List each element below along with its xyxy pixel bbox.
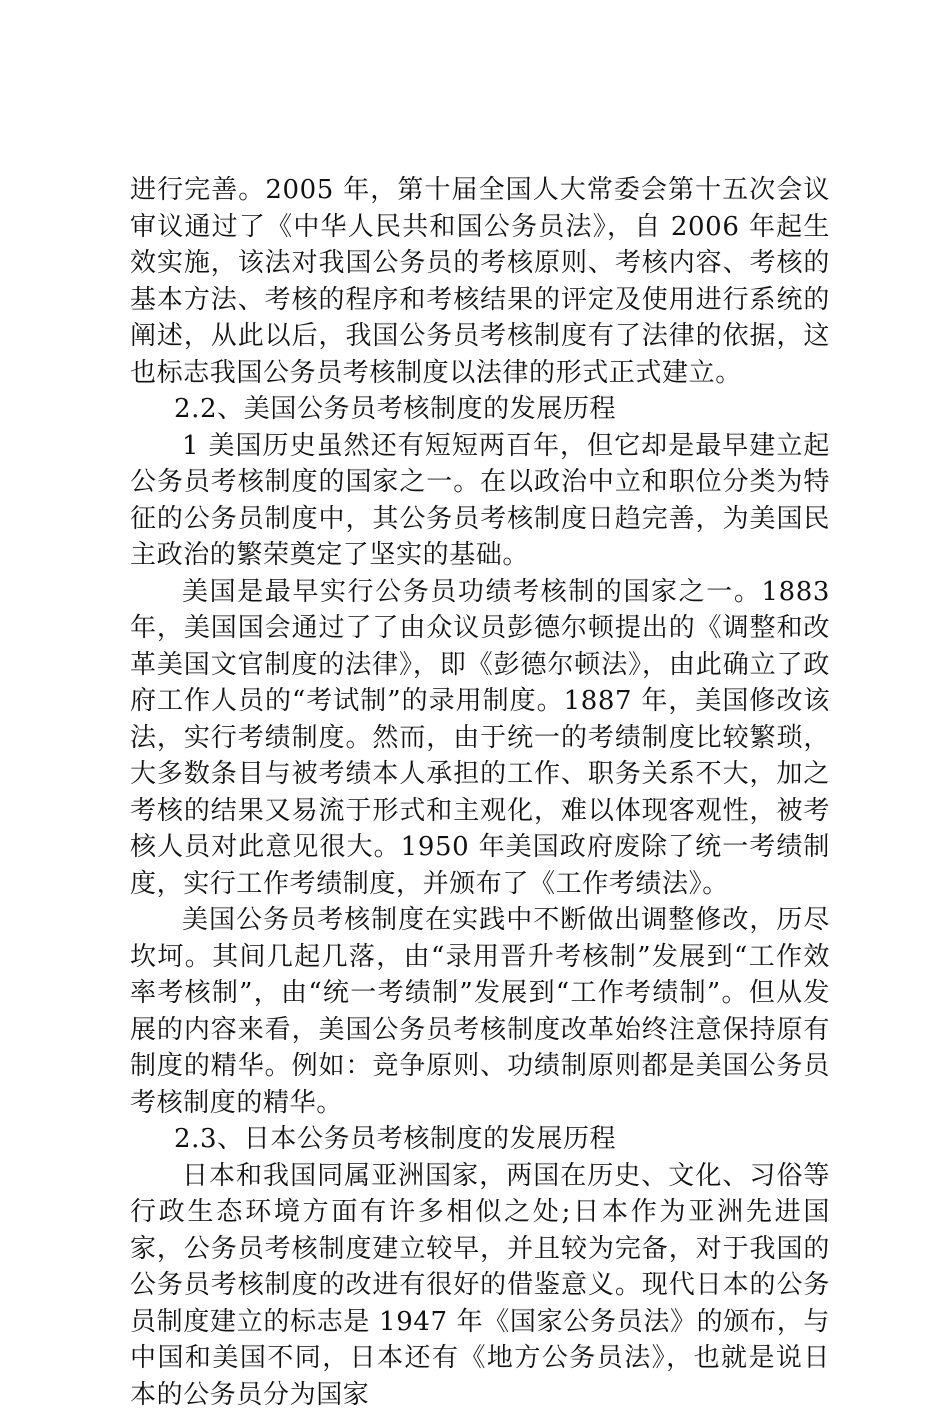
paragraph-us-intro: 1 美国历史虽然还有短短两百年，但它却是最早建立起公务员考核制度的国家之一。在以政治中立和职位分类为特征的公务员制度中，其公务员考核制度日趋完善，为美国民主政治的繁荣奠定了坚实的基础。: [130, 428, 830, 574]
paragraph-us-history: 美国是最早实行公务员功绩考核制的国家之一。1883 年，美国国会通过了了由众议员彭德尔顿提出的《调整和改革美国文官制度的法律》，即《彭德尔顿法》，由此确立了政府工作人员的“考试制”的录用制度。1887 年，美国修改该法，实行考绩制度。然而，由于统一的考绩制度比较繁琐，大多数条目与被考绩本人承担的工作、职务关系不大，加之考核的结果又易流于形式和主观化，难以体现客观性，被考核人员对此意见很大。1950 年美国政府废除了统一考绩制度，实行工作考绩制度，并颁布了《工作考绩法》。: [130, 574, 830, 903]
document-body: [130, 172, 830, 1413]
paragraph-continuation: 进行完善。2005 年，第十届全国人大常委会第十五次会议审议通过了《中华人民共和国公务员法》，自 2006 年起生效实施，该法对我国公务员的考核原则、考核内容、考核的基本方法、考核的程序和考核结果的评定及使用进行系统的阐述，从此以后，我国公务员考核制度有了法律的依据，这也标志我国公务员考核制度以法律的形式正式建立。: [130, 172, 830, 391]
paragraph-us-reform: 美国公务员考核制度在实践中不断做出调整修改，历尽坎坷。其间几起几落，由“录用晋升考核制”发展到“工作效率考核制”，由“统一考绩制”发展到“工作考绩制”。但从发展的内容来看，美国公务员考核制度改革始终注意保持原有制度的精华。例如：竞争原则、功绩制原则都是美国公务员考核制度的精华。: [130, 902, 830, 1121]
section-heading-2-2: 2.2、美国公务员考核制度的发展历程: [130, 391, 830, 428]
section-heading-2-3: 2.3、日本公务员考核制度的发展历程: [130, 1121, 830, 1158]
paragraph-japan-intro: 日本和我国同属亚洲国家，两国在历史、文化、习俗等行政生态环境方面有许多相似之处;日本作为亚洲先进国家，公务员考核制度建立较早，并且较为完备，对于我国的公务员考核制度的改进有很好的借鉴意义。现代日本的公务员制度建立的标志是 1947 年《国家公务员法》的颁布，与中国和美国不同，日本还有《地方公务员法》，也就是说日本的公务员分为国家: [130, 1158, 830, 1413]
